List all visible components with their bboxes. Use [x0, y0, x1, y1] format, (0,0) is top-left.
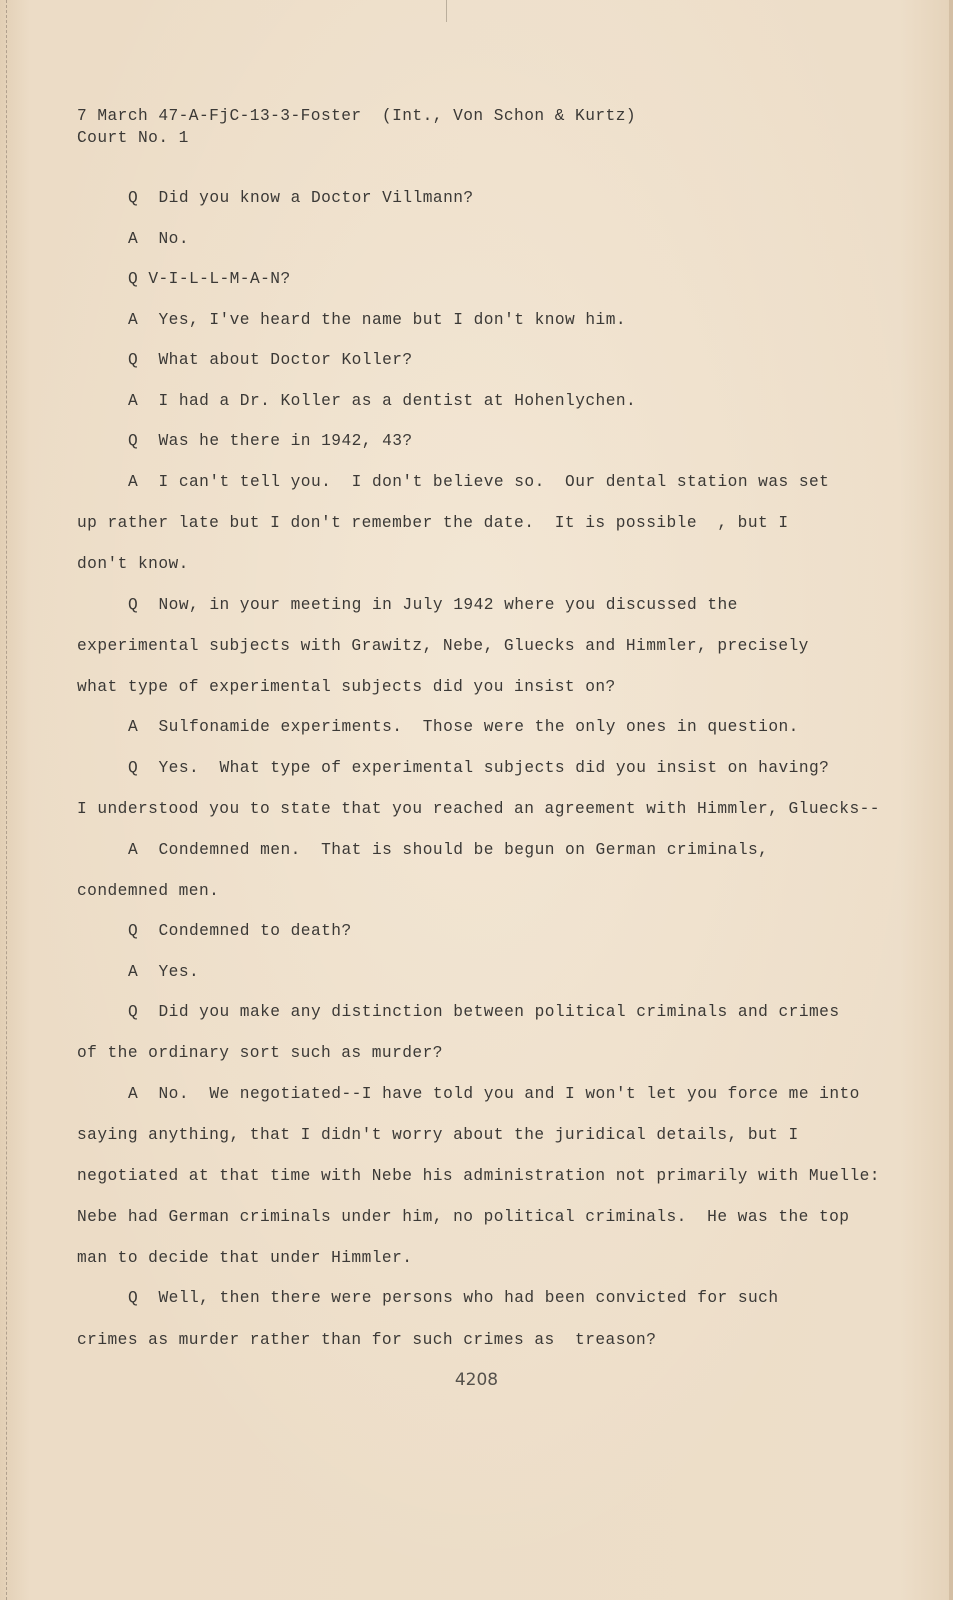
transcript-line: A I had a Dr. Koller as a dentist at Hohenlychen.	[128, 392, 637, 410]
fold-mark	[446, 0, 447, 22]
transcript-line: of the ordinary sort such as murder?	[77, 1044, 443, 1062]
transcript-line: condemned men.	[77, 882, 220, 900]
transcript-line: saying anything, that I didn't worry about the juridical details, but I	[77, 1126, 799, 1144]
transcript-line: I understood you to state that you reached an agreement with Himmler, Gluecks--	[77, 800, 880, 818]
transcript-line: Q Now, in your meeting in July 1942 where you discussed the	[128, 596, 738, 614]
transcript-line: A Condemned men. That is should be begun on German criminals,	[128, 841, 769, 859]
page-number: 4208	[454, 1370, 499, 1390]
transcript-line: experimental subjects with Grawitz, Nebe, Gluecks and Himmler, precisely	[77, 637, 809, 655]
transcript-line: negotiated at that time with Nebe his administration not primarily with Muelle:	[77, 1167, 880, 1185]
transcript-line: A Yes, I've heard the name but I don't know him.	[128, 311, 627, 329]
transcript-line: A No. We negotiated--I have told you and I won't let you force me into	[128, 1085, 860, 1103]
transcript-line: Q What about Doctor Koller?	[128, 351, 413, 369]
transcript-line: Q V-I-L-L-M-A-N?	[128, 270, 291, 288]
transcript-line: man to decide that under Himmler.	[77, 1249, 413, 1267]
transcript-line: up rather late but I don't remember the date. It is possible , but I	[77, 514, 789, 532]
transcript-line: what type of experimental subjects did you insist on?	[77, 678, 616, 696]
transcript-line: don't know.	[77, 555, 189, 573]
transcript-line: crimes as murder rather than for such crimes as treason?	[77, 1331, 657, 1349]
transcript-line: Q Did you make any distinction between political criminals and crimes	[128, 1003, 840, 1021]
transcript-line: Q Well, then there were persons who had been convicted for such	[128, 1289, 779, 1307]
header-line-court: Court No. 1	[77, 129, 189, 147]
transcript-line: A I can't tell you. I don't believe so. Our dental station was set	[128, 473, 830, 491]
transcript-line: Q Was he there in 1942, 43?	[128, 432, 413, 450]
page-left-edge	[6, 0, 17, 1600]
transcript-line: A Sulfonamide experiments. Those were the only ones in question.	[128, 718, 799, 736]
transcript-line: Q Yes. What type of experimental subjects did you insist on having?	[128, 759, 830, 777]
transcript-line: Nebe had German criminals under him, no political criminals. He was the top	[77, 1208, 850, 1226]
transcript-line: Q Condemned to death?	[128, 922, 352, 940]
transcript-line: Q Did you know a Doctor Villmann?	[128, 189, 474, 207]
header-line-date: 7 March 47-A-FjC-13-3-Foster (Int., Von Schon & Kurtz)	[77, 107, 637, 125]
transcript-line: A No.	[128, 230, 189, 248]
transcript-line: A Yes.	[128, 963, 200, 981]
page-right-edge	[949, 0, 953, 1600]
